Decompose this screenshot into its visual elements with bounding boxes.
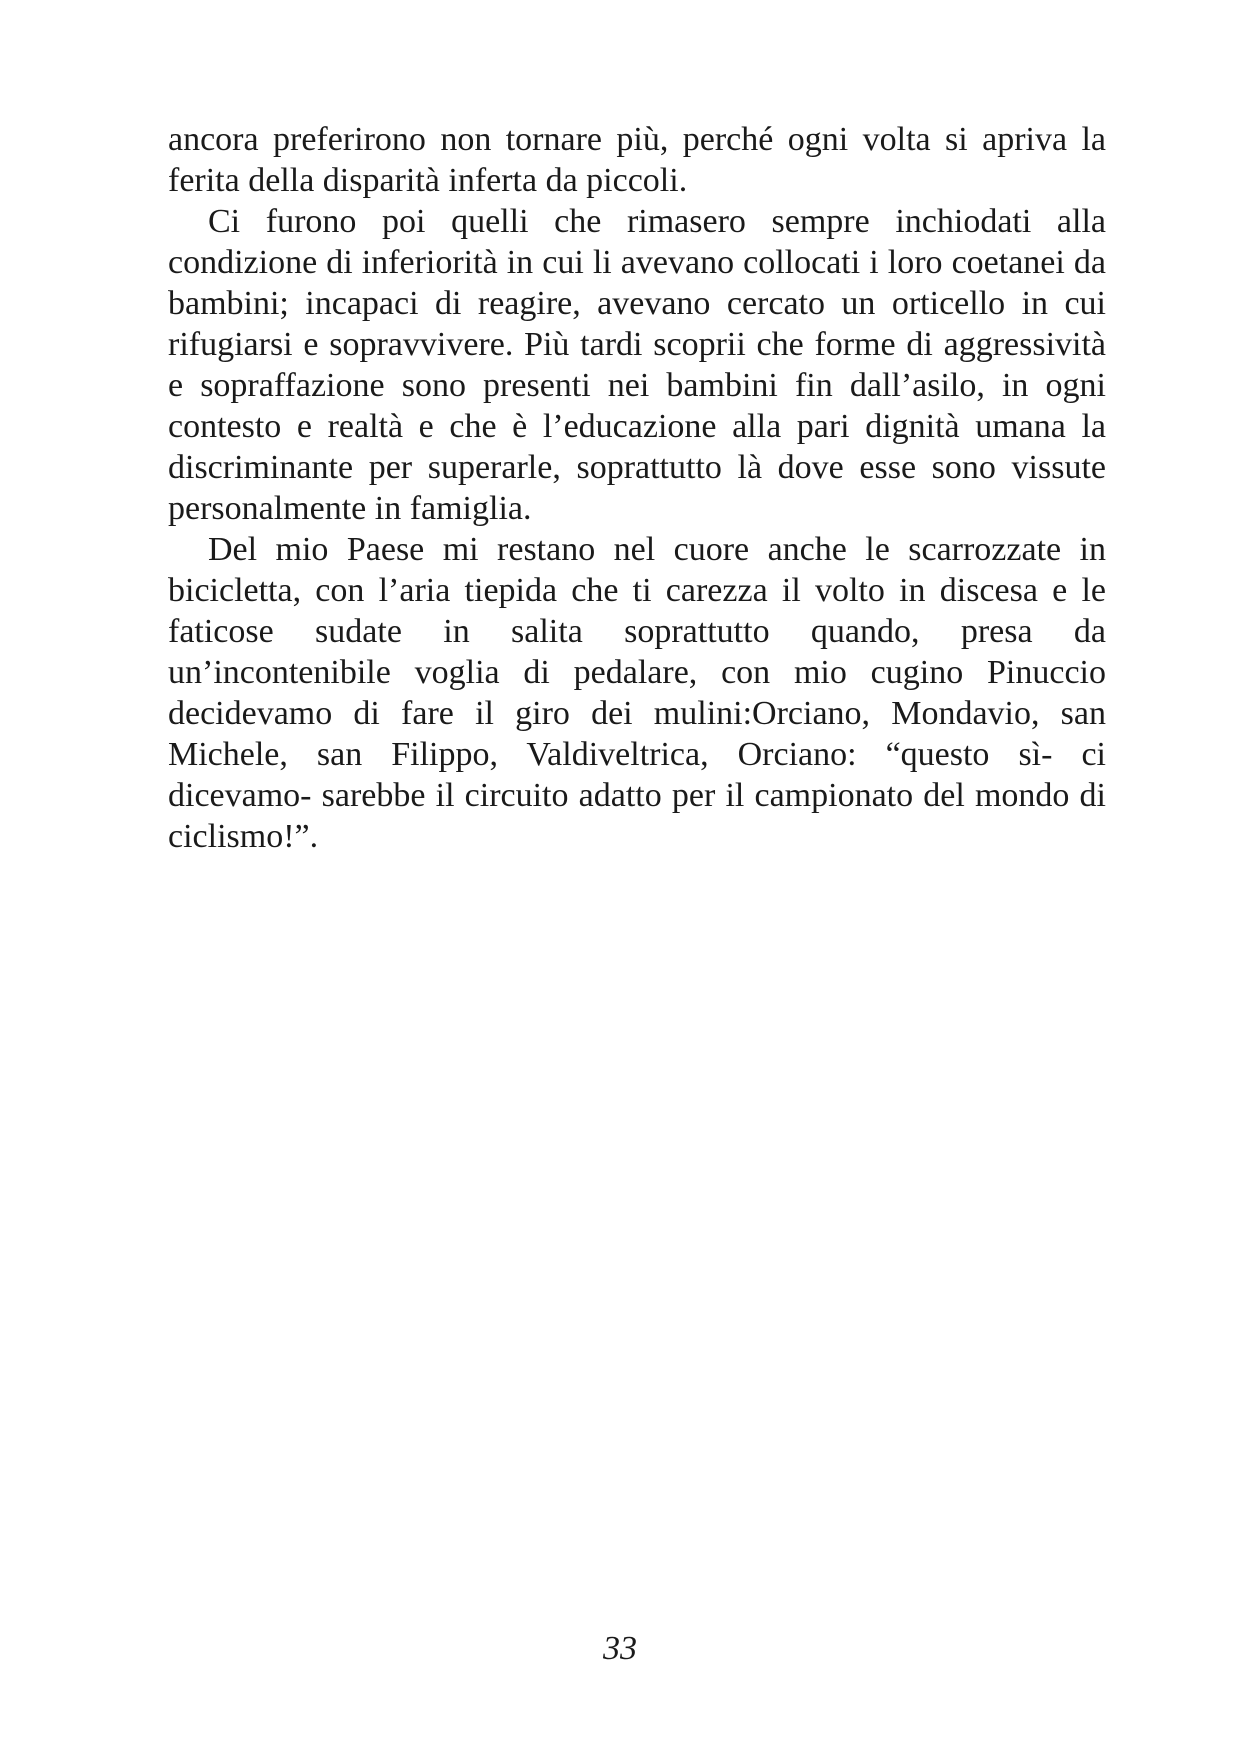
paragraph-2: Ci furono poi quelli che rimasero sempre inchiodati alla condizione di inferiorità in cui li avevano collocati i loro coetanei da bambini; incapaci di reagire, avevano cercato un orticello in cui rifugiarsi e sopravvivere. Più tardi scoprii che forme di aggressività e sopraffazione sono presenti nei bambini fin dall’asilo, in ogni contesto e realtà e che è l’educazione alla pari dignità umana la discriminante per superarle, soprattutto là dove esse sono vissute personalmente in famiglia.	[168, 203, 1106, 527]
body-text	[168, 119, 1106, 857]
page-number: 33	[603, 1630, 637, 1667]
paragraph-3: Del mio Paese mi restano nel cuore anche le scarrozzate in bicicletta, con l’aria tiepida che ti carezza il volto in discesa e le faticose sudate in salita soprattutto quando, presa da un’incontenibile voglia di pedalare, con mio cugino Pinuccio decidevamo di fare il giro dei mulini:Orciano, Mondavio, san Michele, san Filippo, Valdiveltrica, Orciano: “questo sì- ci dicevamo- sarebbe il circuito adatto per il campionato del mondo di ciclismo!”.	[168, 531, 1106, 855]
paragraph-1: ancora preferirono non tornare più, perché ogni volta si apriva la ferita della disparità inferta da piccoli.	[168, 121, 1106, 199]
